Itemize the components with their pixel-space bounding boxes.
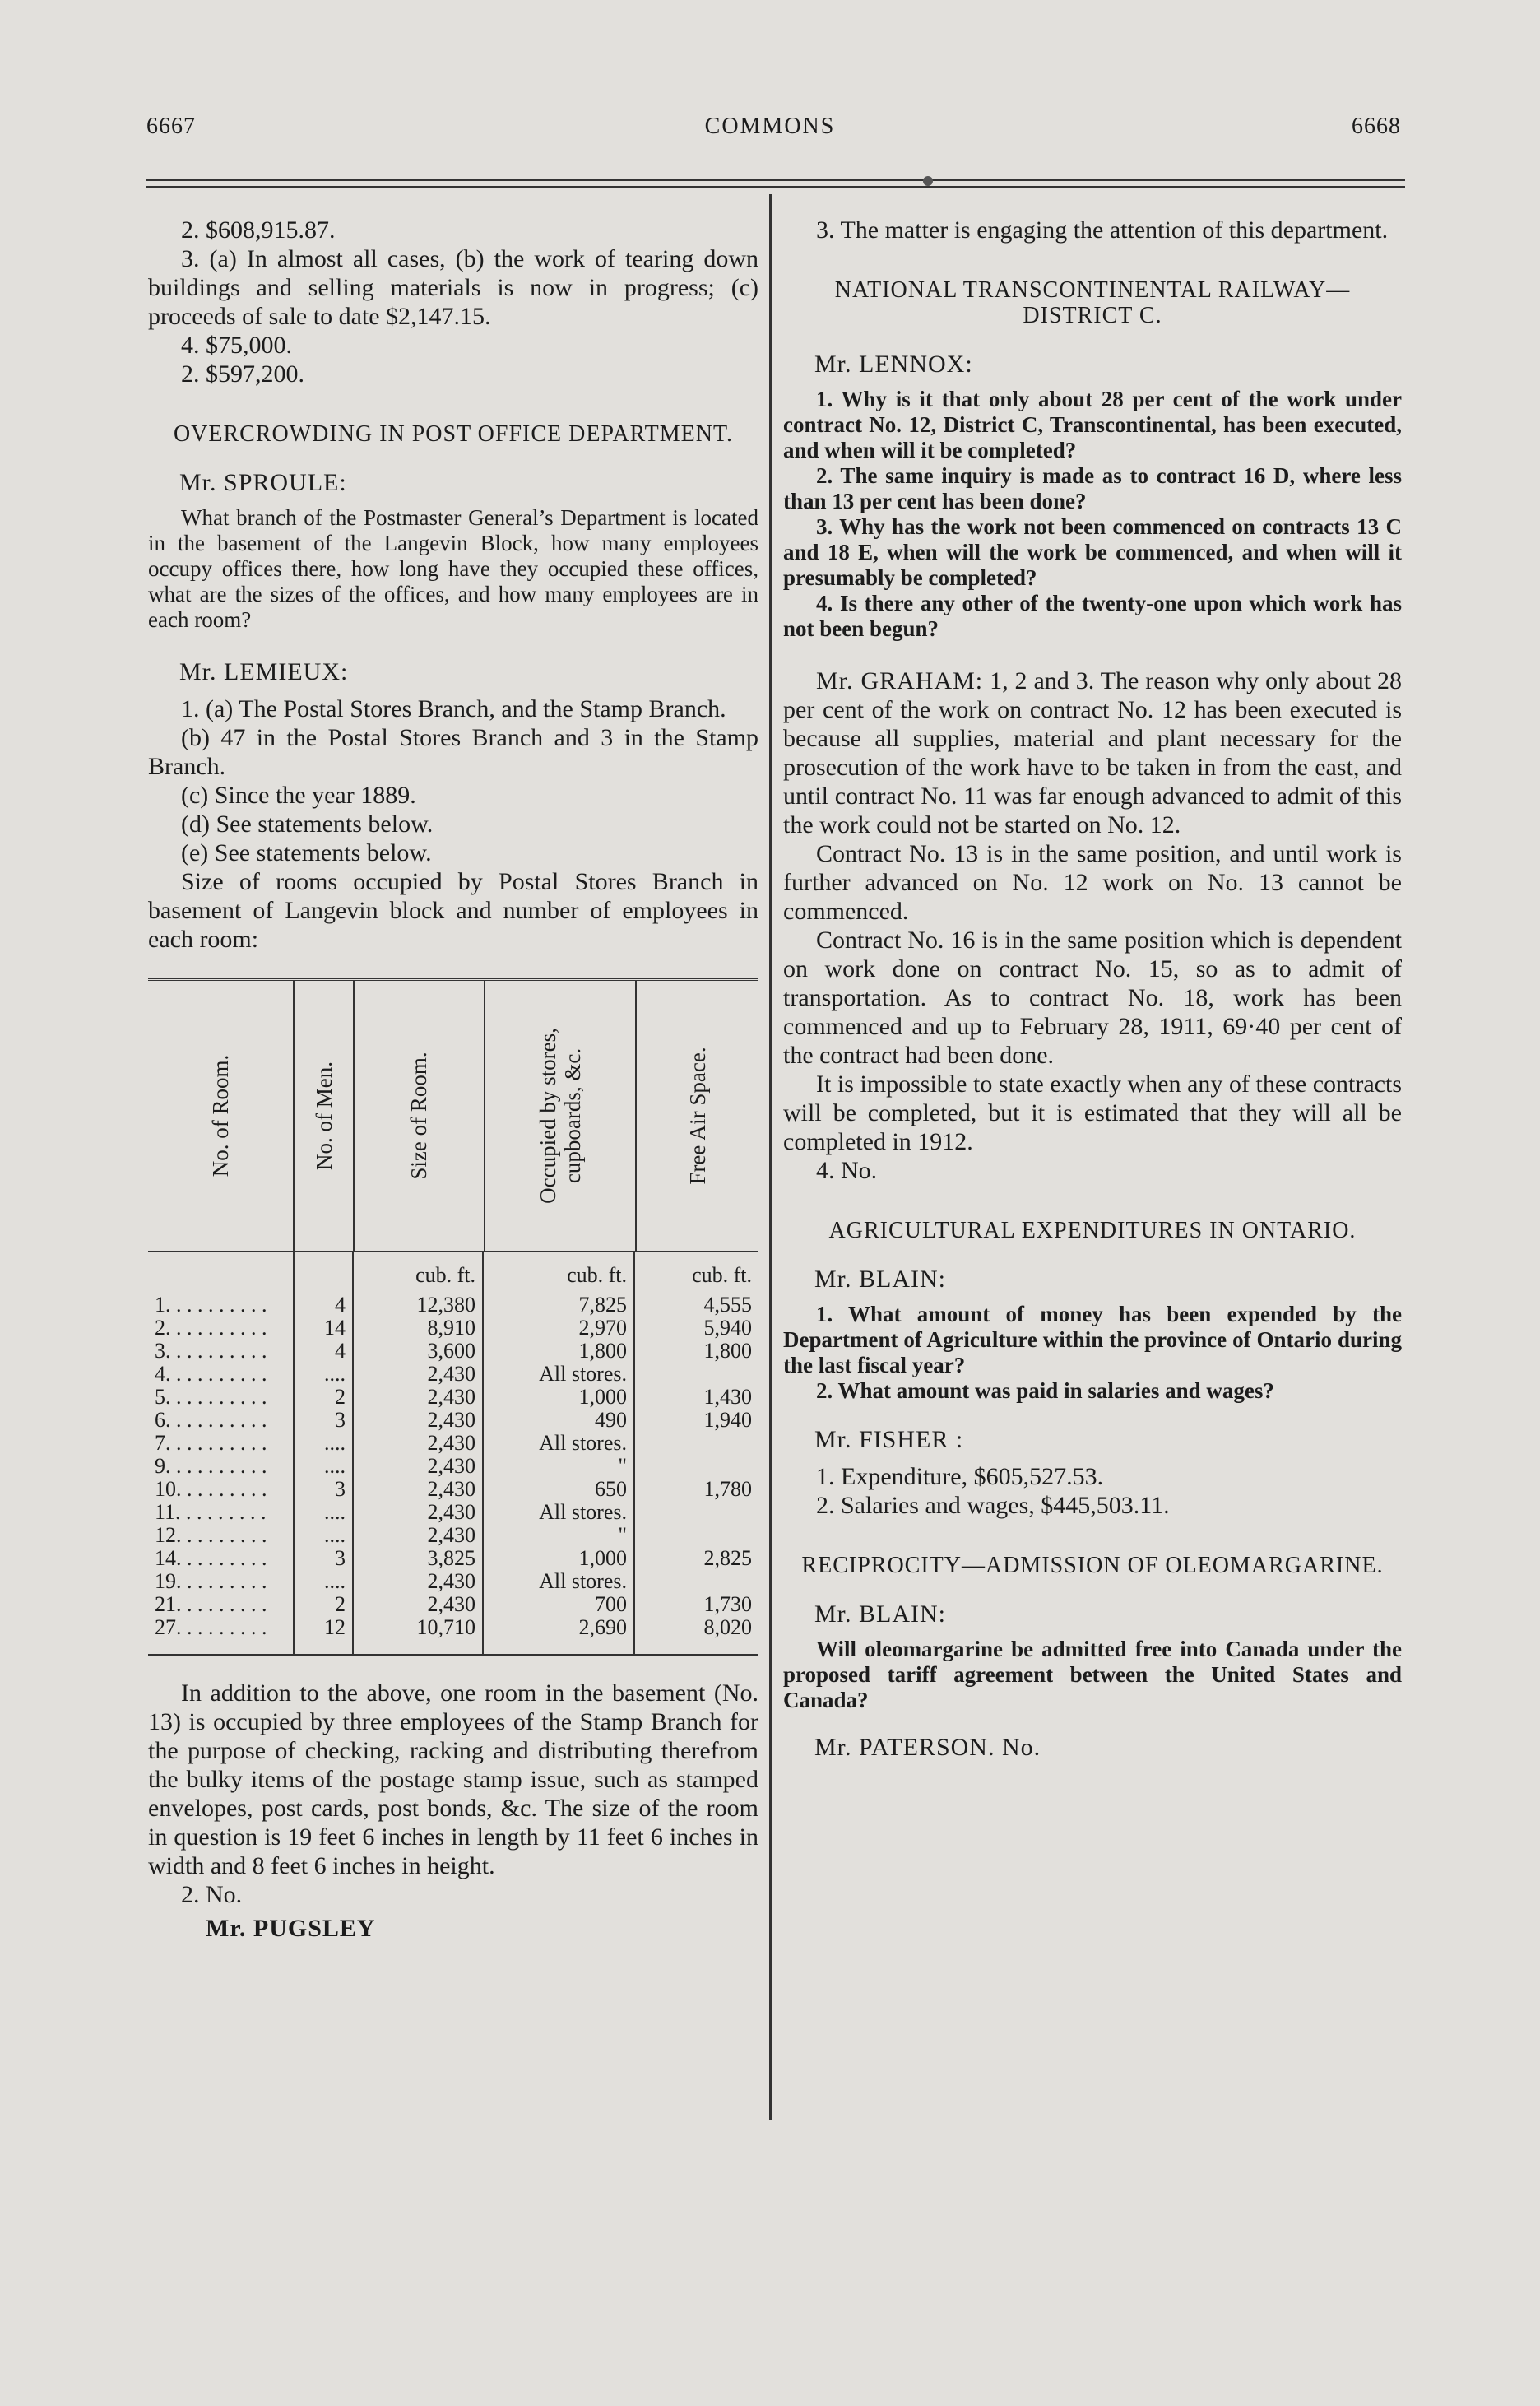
header-rule-top bbox=[146, 179, 1405, 181]
table-cell: 12. . . . . . . . . bbox=[148, 1524, 295, 1547]
table-cell: .... bbox=[295, 1524, 354, 1547]
table-row bbox=[148, 1294, 758, 1317]
table-cell: All stores. bbox=[484, 1501, 635, 1524]
table-cell: 3 bbox=[295, 1409, 354, 1432]
paragraph: 2. $597,200. bbox=[181, 360, 304, 388]
table-cell: 7. . . . . . . . . . bbox=[148, 1432, 295, 1455]
table-cell: 4. . . . . . . . . . bbox=[148, 1363, 295, 1386]
paragraph: It is impossible to state exactly when any of these contracts will be completed, but it is estimated that they will all be completed in 1912. bbox=[783, 1071, 1402, 1155]
table-cell: 650 bbox=[484, 1478, 635, 1501]
table-cell: All stores. bbox=[484, 1363, 635, 1386]
units-row: cub. ft. cub. ft. cub. ft. bbox=[148, 1252, 758, 1294]
table-cell: 21. . . . . . . . . bbox=[148, 1593, 295, 1616]
paragraph: In addition to the above, one room in the basement (No. 13) is occupied by three employees of the Stamp Branch for the purpose of checking, racking and distributing therefrom the bulky items of the postage stamp issue, such as stamped envelopes, post cards, post bonds, &c. The size of the room in question is 19 feet 6 inches in length by 11 feet 6 inches in width and 8 feet 6 inches in height. bbox=[148, 1679, 758, 1879]
table-cell: 2 bbox=[295, 1593, 354, 1616]
paragraph: (c) Since the year 1889. bbox=[181, 782, 416, 809]
table-cell: 11. . . . . . . . . bbox=[148, 1501, 295, 1524]
speaker-name: Mr. LEMIEUX: bbox=[179, 658, 349, 685]
table-cell: 12 bbox=[295, 1616, 354, 1654]
table-cell: 2. . . . . . . . . . bbox=[148, 1317, 295, 1340]
table-cell: 1,800 bbox=[703, 1339, 752, 1363]
table-cell: 1,730 bbox=[703, 1592, 752, 1616]
table-cell: 4 bbox=[295, 1340, 354, 1363]
answer-paragraph: Mr. GRAHAM: 1, 2 and 3. The reason why only about 28 per cent of the work on contract No. 12 has been executed is because all supplies, material and plant necessary for the prosecution of the work have to be taken in from the east, and until contract No. 11 was far enough advanced to admit of this the work could not be started on No. 12. bbox=[783, 667, 1402, 838]
table-cell: 2,430 bbox=[354, 1478, 484, 1501]
paragraph: 1. (a) The Postal Stores Branch, and the Stamp Branch. bbox=[181, 695, 726, 722]
table-cell: 3. . . . . . . . . . bbox=[148, 1340, 295, 1363]
question-text: 2. What amount was paid in salaries and wages? bbox=[816, 1378, 1274, 1403]
table-cell: 4 bbox=[295, 1294, 354, 1317]
question-text: 1. What amount of money has been expended by the Department of Agriculture within the province of Ontario during the last fiscal year? bbox=[783, 1302, 1402, 1377]
table-cell: 1,000 bbox=[484, 1386, 635, 1409]
speaker-name: Mr. FISHER : bbox=[814, 1426, 964, 1453]
table-row bbox=[148, 1363, 758, 1386]
table-row bbox=[148, 1570, 758, 1593]
header-rule-bottom bbox=[146, 186, 1405, 188]
table-cell: 1. . . . . . . . . . bbox=[148, 1294, 295, 1317]
running-title: COMMONS bbox=[704, 114, 836, 139]
left-column bbox=[148, 216, 758, 1951]
page-number-right: 6668 bbox=[1352, 114, 1401, 139]
paragraph: 3. (a) In almost all cases, (b) the work of tearing down buildings and selling materials is now in progress; (c) proceeds of sale to date $2,147.15. bbox=[148, 245, 758, 330]
table-cell: 3 bbox=[295, 1478, 354, 1501]
table-cell: " bbox=[484, 1524, 635, 1547]
table-cell: 2,430 bbox=[354, 1455, 484, 1478]
column-divider bbox=[769, 194, 772, 2120]
table-cell: 2,430 bbox=[354, 1524, 484, 1547]
speaker-name: Mr. BLAIN: bbox=[814, 1600, 946, 1628]
paragraph: Contract No. 16 is in the same position which is dependent on work done on contract No. 15, so as to admit of transportation. As to contract No. 18, work has been commenced and up to February 28, 1911, 69·40 per cent of the contract had been done. bbox=[783, 927, 1402, 1069]
table-row bbox=[148, 1455, 758, 1478]
paragraph: 4. $75,000. bbox=[181, 332, 292, 359]
paragraph: 2. Salaries and wages, $445,503.11. bbox=[816, 1492, 1170, 1519]
section-heading: AGRICULTURAL EXPENDITURES IN ONTARIO. bbox=[828, 1218, 1357, 1243]
section-heading: NATIONAL TRANSCONTINENTAL RAILWAY—DISTRICT C. bbox=[834, 277, 1351, 328]
table-row bbox=[148, 1386, 758, 1409]
table-cell: 490 bbox=[484, 1409, 635, 1432]
table-cell: 2,970 bbox=[484, 1317, 635, 1340]
paragraph: 4. No. bbox=[816, 1157, 878, 1184]
table-row bbox=[148, 1501, 758, 1524]
table-cell: .... bbox=[295, 1363, 354, 1386]
table-cell: 10,710 bbox=[354, 1616, 484, 1654]
speaker-name: Mr. BLAIN: bbox=[814, 1266, 946, 1293]
table-cell: 2,430 bbox=[354, 1593, 484, 1616]
table-cell: 12,380 bbox=[354, 1294, 484, 1317]
paragraph: 2. No. bbox=[181, 1881, 243, 1908]
table-cell: " bbox=[484, 1455, 635, 1478]
table-cell: All stores. bbox=[484, 1570, 635, 1593]
table-cell: 3 bbox=[295, 1547, 354, 1570]
table-cell: 1,780 bbox=[703, 1477, 752, 1501]
table-row bbox=[148, 1317, 758, 1340]
paragraph: 1. Expenditure, $605,527.53. bbox=[816, 1463, 1104, 1490]
table-cell: 1,800 bbox=[484, 1340, 635, 1363]
table-cell: 3,825 bbox=[354, 1547, 484, 1570]
table-cell: 2,430 bbox=[354, 1501, 484, 1524]
table-cell bbox=[635, 1432, 758, 1455]
column-header: No. of Men. bbox=[295, 981, 355, 1251]
table-row bbox=[148, 1616, 758, 1654]
table-row bbox=[148, 1409, 758, 1432]
table-cell: 2,430 bbox=[354, 1570, 484, 1593]
question-text: 1. Why is it that only about 28 per cent of the work under contract No. 12, District C, Transcontinental, has been executed, and when will it be completed? bbox=[783, 387, 1402, 462]
question-text: Will oleomargarine be admitted free into Canada under the proposed tariff agreement between the United States and Canada? bbox=[783, 1637, 1402, 1712]
table-cell bbox=[635, 1455, 758, 1478]
paragraph: 3. The matter is engaging the attention of this department. bbox=[816, 216, 1389, 244]
question-text: 2. The same inquiry is made as to contract 16 D, where less than 13 per cent has been done? bbox=[783, 463, 1402, 513]
table-cell: All stores. bbox=[484, 1432, 635, 1455]
table-cell: 1,940 bbox=[703, 1408, 752, 1432]
paragraph: (b) 47 in the Postal Stores Branch and 3 in the Stamp Branch. bbox=[148, 724, 758, 780]
table-cell: 2,430 bbox=[354, 1409, 484, 1432]
table-cell bbox=[635, 1363, 758, 1386]
final-answer: Mr. PATERSON. No. bbox=[814, 1734, 1041, 1761]
table-cell: 9. . . . . . . . . . bbox=[148, 1455, 295, 1478]
paragraph: 2. $608,915.87. bbox=[181, 216, 336, 244]
section-heading: RECIPROCITY—ADMISSION OF OLEOMARGARINE. bbox=[801, 1553, 1384, 1578]
table-body bbox=[148, 1294, 758, 1656]
paragraph: (e) See statements below. bbox=[181, 839, 432, 866]
speaker-name: Mr. GRAHAM: bbox=[816, 667, 984, 694]
table-cell: 19. . . . . . . . . bbox=[148, 1570, 295, 1593]
rooms-table bbox=[148, 978, 758, 1656]
table-cell: 10. . . . . . . . . bbox=[148, 1478, 295, 1501]
table-cell: 2,430 bbox=[354, 1386, 484, 1409]
question-text: What branch of the Postmaster General’s Department is located in the basement of the Langevin Block, how many employees occupy offices there, how long have they occupied these offices, what are the sizes of the offices, and how many employees are in each room? bbox=[148, 505, 758, 632]
table-row bbox=[148, 1478, 758, 1501]
table-row bbox=[148, 1524, 758, 1547]
table-cell: 14. . . . . . . . . bbox=[148, 1547, 295, 1570]
table-cell bbox=[635, 1570, 758, 1593]
table-cell: 1,000 bbox=[484, 1547, 635, 1570]
table-cell: 8,910 bbox=[354, 1317, 484, 1340]
page-number-left: 6667 bbox=[146, 114, 196, 139]
right-column bbox=[783, 216, 1402, 1770]
table-row bbox=[148, 1340, 758, 1363]
table-cell: 1,430 bbox=[703, 1385, 752, 1409]
ornament-dot bbox=[923, 176, 933, 186]
question-text: 3. Why has the work not been commenced on contracts 13 C and 18 E, when will the work be commenced, and when will it presumably be completed? bbox=[783, 514, 1402, 590]
table-cell: 27. . . . . . . . . bbox=[148, 1616, 295, 1654]
table-cell: 2,430 bbox=[354, 1432, 484, 1455]
table-cell: 700 bbox=[484, 1593, 635, 1616]
table-row bbox=[148, 1432, 758, 1455]
table-cell: 5. . . . . . . . . . bbox=[148, 1386, 295, 1409]
table-cell: 5,940 bbox=[703, 1316, 752, 1340]
table-cell: .... bbox=[295, 1501, 354, 1524]
paragraph: Contract No. 13 is in the same position, and until work is further advanced on No. 12 work on No. 13 cannot be commenced. bbox=[783, 840, 1402, 925]
table-cell: 2,825 bbox=[703, 1546, 752, 1570]
table-cell: 2 bbox=[295, 1386, 354, 1409]
speaker-name: Mr. PUGSLEY bbox=[206, 1915, 376, 1942]
section-heading: OVERCROWDING IN POST OFFICE DEPARTMENT. bbox=[173, 421, 734, 447]
table-cell: .... bbox=[295, 1432, 354, 1455]
table-cell: .... bbox=[295, 1455, 354, 1478]
table-cell: 7,825 bbox=[484, 1294, 635, 1317]
table-cell: 4,555 bbox=[703, 1293, 752, 1317]
table-cell bbox=[635, 1524, 758, 1547]
table-row bbox=[148, 1593, 758, 1616]
table-row bbox=[148, 1547, 758, 1570]
paragraph: (d) See statements below. bbox=[181, 811, 434, 838]
question-text: 4. Is there any other of the twenty-one upon which work has not been begun? bbox=[783, 591, 1402, 641]
table-cell: .... bbox=[295, 1570, 354, 1593]
paragraph: Size of rooms occupied by Postal Stores Branch in basement of Langevin block and number of employees in each room: bbox=[148, 868, 758, 953]
speaker-name: Mr. LENNOX: bbox=[814, 351, 973, 378]
table-cell: 6. . . . . . . . . . bbox=[148, 1409, 295, 1432]
table-cell bbox=[635, 1501, 758, 1524]
column-header: No. of Room. bbox=[148, 981, 295, 1251]
table-cell: 8,020 bbox=[703, 1615, 752, 1639]
column-header: Occupied by stores, cupboards, &c. bbox=[485, 981, 637, 1251]
table-cell: 14 bbox=[295, 1317, 354, 1340]
column-header: Free Air Space. bbox=[684, 1047, 710, 1185]
speaker-name: Mr. SPROULE: bbox=[179, 469, 347, 496]
table-header bbox=[148, 981, 758, 1252]
table-cell: 2,430 bbox=[354, 1363, 484, 1386]
table-cell: 2,690 bbox=[484, 1616, 635, 1654]
table-cell: 3,600 bbox=[354, 1340, 484, 1363]
column-header: Size of Room. bbox=[355, 981, 485, 1251]
